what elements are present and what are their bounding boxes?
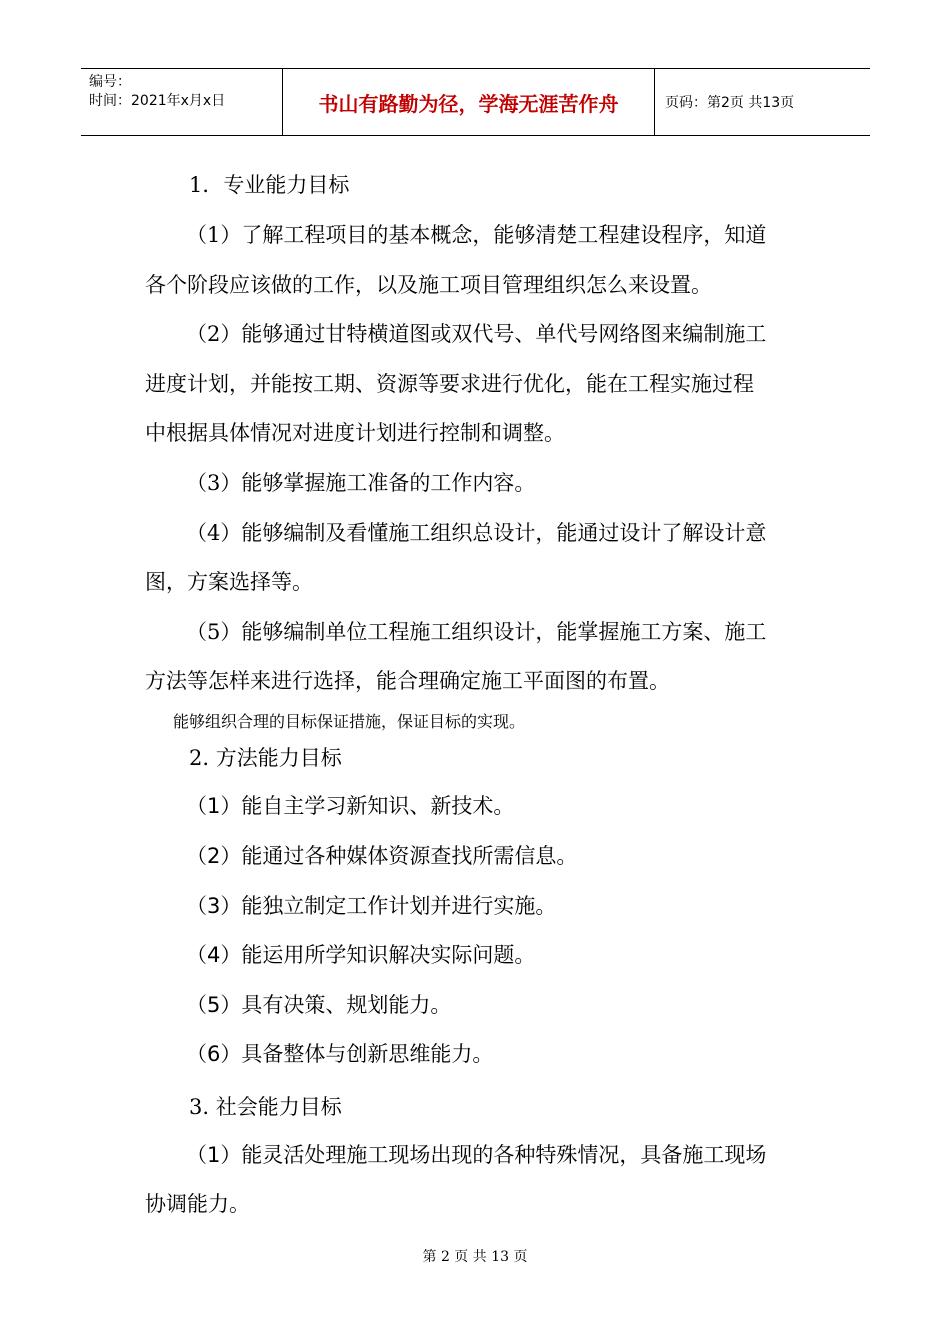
s1-item1-line2: 各个阶段应该做的工作，以及施工项目管理组织怎么来设置。 <box>145 273 712 297</box>
s2-item3: （3）能独立制定工作计划并进行实施。 <box>186 894 557 918</box>
header-number-label: 编号： <box>89 74 131 90</box>
s1-note: 能够组织合理的目标保证措施，保证目标的实现。 <box>173 712 526 731</box>
section-3-title: 3. 社会能力目标 <box>189 1095 342 1119</box>
header-meta <box>81 69 282 135</box>
page-header <box>81 68 870 136</box>
s3-item1-line1: （1）能灵活处理施工现场出现的各种特殊情况，具备施工现场 <box>186 1143 767 1167</box>
s3-item1-line2: 协调能力。 <box>145 1192 250 1216</box>
s1-item5-line1: （5）能够编制单位工程施工组织设计，能掌握施工方案、施工 <box>186 620 767 644</box>
section-1-title: 1．专业能力目标 <box>189 173 350 197</box>
s1-item4-line2: 图，方案选择等。 <box>145 570 313 594</box>
s2-item4: （4）能运用所学知识解决实际问题。 <box>186 943 536 967</box>
s1-item3: （3）能够掌握施工准备的工作内容。 <box>186 471 536 495</box>
s2-item2: （2）能通过各种媒体资源查找所需信息。 <box>186 844 578 868</box>
s2-item1: （1）能自主学习新知识、新技术。 <box>186 794 515 818</box>
s2-item5: （5）具有决策、规划能力。 <box>186 993 452 1017</box>
s1-item4-line1: （4）能够编制及看懂施工组织总设计，能通过设计了解设计意 <box>186 521 767 545</box>
s1-item1-line1: （1）了解工程项目的基本概念，能够清楚工程建设程序，知道 <box>186 223 767 247</box>
s1-item2-line1: （2）能够通过甘特横道图或双代号、单代号网络图来编制施工 <box>186 322 767 346</box>
s2-item6: （6）具备整体与创新思维能力。 <box>186 1042 494 1066</box>
header-page-info: 页码：第2页 共13页 <box>665 95 795 111</box>
page-footer: 第 2 页 共 13 页 <box>422 1249 528 1265</box>
header-time-label: 时间：2021年x月x日 <box>89 93 226 109</box>
s1-item5-line2: 方法等怎样来进行选择，能合理确定施工平面图的布置。 <box>145 669 670 693</box>
section-2-title: 2. 方法能力目标 <box>189 746 342 770</box>
s1-item2-line2: 进度计划，并能按工期、资源等要求进行优化，能在工程实施过程 <box>145 372 754 396</box>
header-motto: 书山有路勤为径，学海无涯苦作舟 <box>282 69 655 135</box>
s1-item2-line3: 中根据具体情况对进度计划进行控制和调整。 <box>145 421 565 445</box>
